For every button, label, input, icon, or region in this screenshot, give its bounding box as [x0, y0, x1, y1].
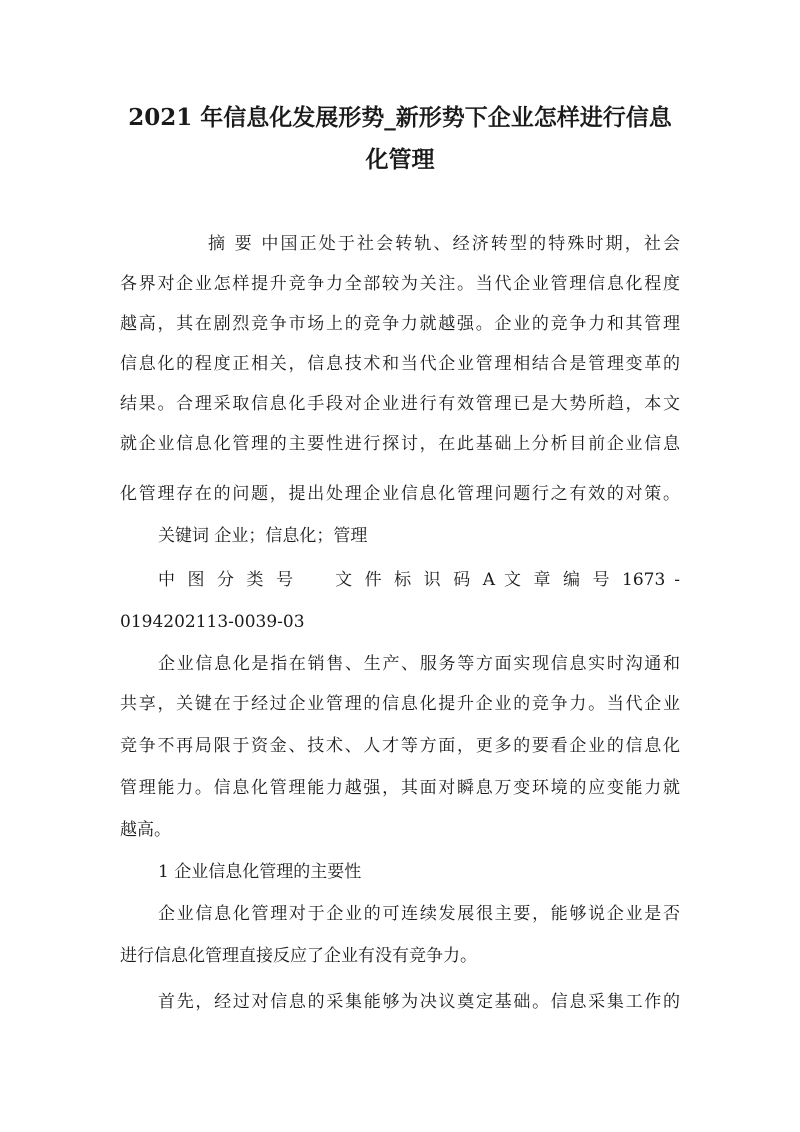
section-heading: 1 企业信息化管理的主要性 — [158, 862, 362, 882]
body-line: 进行信息化管理直接反应了企业有没有竞争力。 — [120, 946, 477, 966]
classification-line: 0194202113-0039-03 — [120, 612, 305, 632]
body-line: 管理能力。信息化管理能力越强，其面对瞬息万变环境的应变能力就 — [120, 778, 680, 798]
abstract-line: 化管理存在的问题，提出处理企业信息化管理问题行之有效的对策。 — [120, 484, 680, 504]
abstract-line: 各界对企业怎样提升竞争力全部较为关注。当代企业管理信息化程度 — [120, 274, 680, 294]
classification-line: 中 图 分 类 号 文 件 标 识 码 A 文 章 编 号 1673 - — [158, 570, 680, 590]
body-line: 首先，经过对信息的采集能够为决议奠定基础。信息采集工作的 — [158, 992, 680, 1012]
body-line: 越高。 — [120, 820, 171, 840]
body-line: 企业信息化管理对于企业的可连续发展很主要，能够说企业是否 — [158, 904, 680, 924]
abstract-line: 摘 要 中国正处于社会转轨、经济转型的特殊时期，社会 — [208, 234, 680, 254]
body-line: 企业信息化是指在销售、生产、服务等方面实现信息实时沟通和 — [158, 654, 680, 674]
document-title-line-2: 化管理 — [365, 146, 435, 173]
body-line: 竞争不再局限于资金、技术、人才等方面，更多的要看企业的信息化 — [120, 736, 680, 756]
document-title-line-1: 2021 年信息化发展形势_新形势下企业怎样进行信息 — [128, 104, 672, 131]
abstract-line: 结果。合理采取信息化手段对企业进行有效管理已是大势所趋，本文 — [120, 394, 680, 414]
keywords-line: 关键词 企业；信息化；管理 — [158, 526, 368, 546]
abstract-line: 就企业信息化管理的主要性进行探讨，在此基础上分析目前企业信息 — [120, 434, 680, 454]
abstract-line: 信息化的程度正相关，信息技术和当代企业管理相结合是管理变革的 — [120, 354, 680, 374]
abstract-line: 越高，其在剧烈竞争市场上的竞争力就越强。企业的竞争力和其管理 — [120, 314, 680, 334]
body-line: 共享，关键在于经过企业管理的信息化提升企业的竞争力。当代企业 — [120, 694, 680, 714]
